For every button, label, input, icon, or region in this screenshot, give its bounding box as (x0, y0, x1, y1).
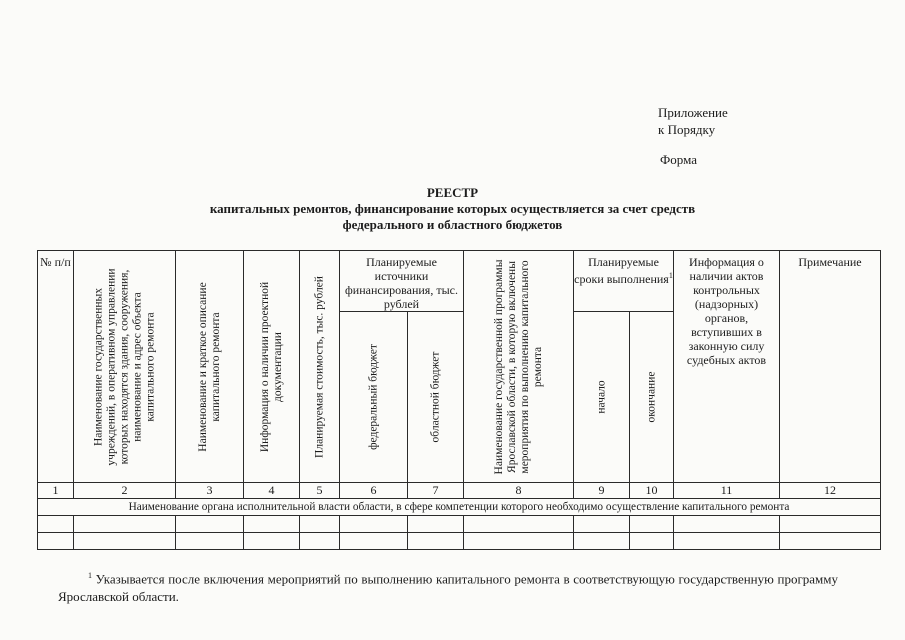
footnote-text: Указывается после включения мероприятий по выполнению капитального ремонта в соответствующую государственную программу Ярославской области. (58, 571, 838, 605)
empty-cell (464, 516, 574, 533)
column-numbers-row (38, 483, 881, 499)
col-num: 10 (630, 483, 674, 499)
appendix-line-1: Приложение (658, 105, 728, 120)
empty-cell (408, 533, 464, 550)
header-terms-text: Планируемые сроки выполнения (574, 255, 669, 286)
empty-cell (244, 533, 300, 550)
col-num: 5 (300, 483, 340, 499)
appendix-note (658, 104, 728, 138)
header-regional (408, 312, 464, 483)
header-end-text: окончание (645, 371, 657, 423)
empty-cell (300, 516, 340, 533)
empty-cell (176, 533, 244, 550)
header-description-text: Наименование и краткое описание капитального ремонта (196, 281, 222, 452)
title-line-1: РЕЕСТР (426, 185, 479, 200)
header-program (464, 251, 574, 483)
title-line-3: федерального и областного бюджетов (342, 217, 563, 232)
header-funding-sources: Планируемые источники финансирования, тыс. рублей (340, 251, 464, 312)
empty-cell (38, 516, 74, 533)
header-description (176, 251, 244, 483)
empty-cell (464, 533, 574, 550)
section-title: Наименование органа исполнительной власти области, в сфере компетенции которого необходимо осуществление капитального ремонта (38, 499, 881, 516)
empty-row (38, 516, 881, 533)
empty-cell (340, 516, 408, 533)
col-num: 8 (464, 483, 574, 499)
header-start-text: начало (595, 380, 607, 414)
empty-cell (630, 516, 674, 533)
registry-table (37, 250, 881, 550)
form-label: Форма (660, 152, 697, 167)
footnote-mark: 1 (88, 571, 92, 580)
col-num: 4 (244, 483, 300, 499)
header-notes: Примечание (780, 251, 881, 483)
header-cost-text: Планируемая стоимость, тыс. рублей (313, 275, 325, 458)
col-num: 3 (176, 483, 244, 499)
empty-cell (674, 516, 780, 533)
empty-cell (74, 516, 176, 533)
empty-cell (38, 533, 74, 550)
header-cost (300, 251, 340, 483)
empty-cell (74, 533, 176, 550)
col-num: 1 (38, 483, 74, 499)
empty-row (38, 533, 881, 550)
empty-cell (630, 533, 674, 550)
col-num: 2 (74, 483, 176, 499)
header-program-text: Наименование государственной программы Ярославской области, в которую включены мероприятия по выполнению капитального ремонта (492, 259, 544, 474)
header-number: № п/п (38, 251, 74, 483)
header-project-docs (244, 251, 300, 483)
col-num: 9 (574, 483, 630, 499)
header-federal-text: федеральный бюджет (367, 344, 379, 450)
empty-cell (244, 516, 300, 533)
header-institution (74, 251, 176, 483)
appendix-line-2: к Порядку (658, 122, 716, 137)
header-regional-text: областной бюджет (429, 351, 441, 443)
header-row-1 (38, 251, 881, 312)
empty-cell (574, 533, 630, 550)
header-project-docs-text: Информация о наличии проектной документации (258, 281, 284, 452)
header-start (574, 312, 630, 483)
empty-cell (340, 533, 408, 550)
empty-cell (780, 533, 881, 550)
header-end (630, 312, 674, 483)
header-federal (340, 312, 408, 483)
footnote-ref: 1 (668, 271, 673, 280)
empty-cell (300, 533, 340, 550)
empty-cell (780, 516, 881, 533)
col-num: 12 (780, 483, 881, 499)
header-terms (574, 251, 674, 312)
empty-cell (408, 516, 464, 533)
col-num: 7 (408, 483, 464, 499)
header-acts: Информация о наличии актов контрольных (надзорных) органов, вступивших в законную силу судебных актов (674, 251, 780, 483)
title-line-2: капитальных ремонтов, финансирование которых осуществляется за счет средств (209, 201, 696, 216)
empty-cell (674, 533, 780, 550)
col-num: 11 (674, 483, 780, 499)
section-row (38, 499, 881, 516)
header-institution-text: Наименование государственных учреждений, в оперативном управлении которых находятся здания, сооружения, наименование и адрес объекта капитального ремонта (92, 267, 156, 466)
document-title (0, 185, 905, 233)
footnote (58, 567, 838, 606)
col-num: 6 (340, 483, 408, 499)
empty-cell (574, 516, 630, 533)
empty-cell (176, 516, 244, 533)
